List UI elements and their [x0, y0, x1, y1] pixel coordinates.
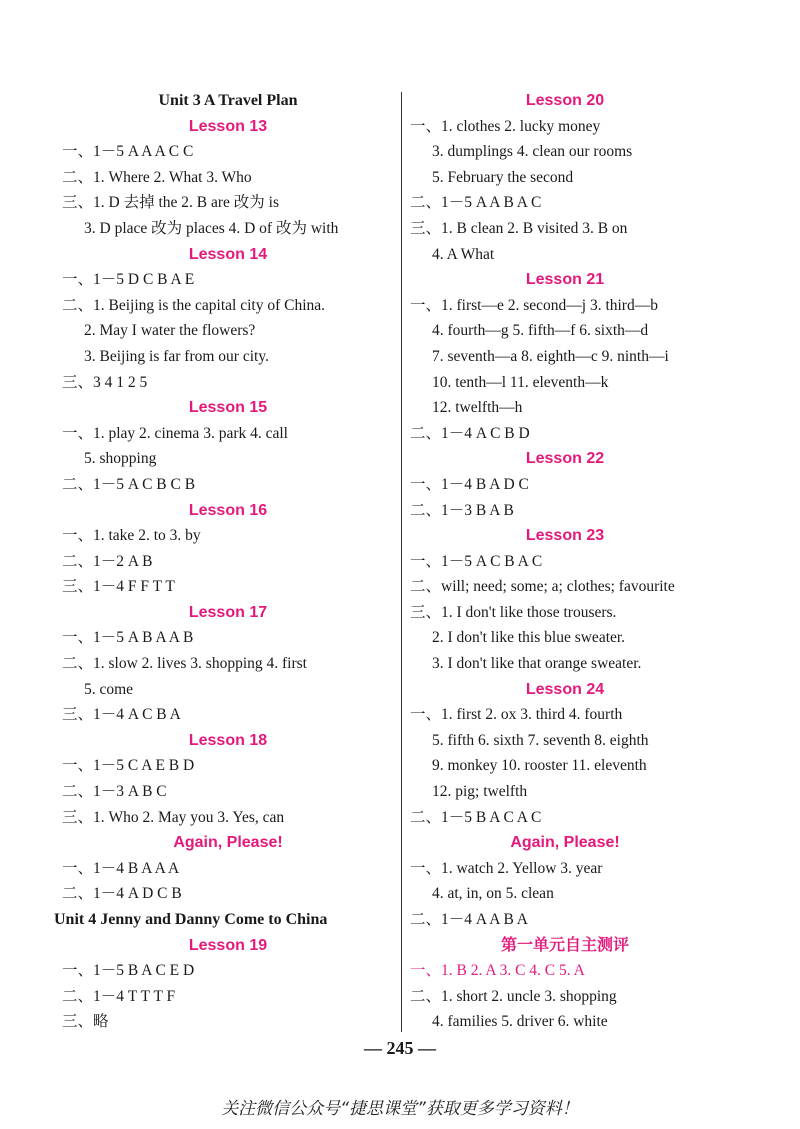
lesson-heading: Lesson 13 [188, 117, 268, 135]
answer-line: 一、1. B 2. A 3. C 4. C 5. A [410, 962, 585, 980]
lesson-heading: Lesson 23 [525, 527, 605, 545]
answer-line: 一、1. play 2. cinema 3. park 4. call [62, 424, 288, 442]
answer-line: 一、1－4 B A D C [410, 475, 529, 493]
lesson-heading: Lesson 18 [188, 731, 268, 749]
left-column [54, 88, 394, 1035]
answer-line: 一、1－5 A A A C C [62, 143, 194, 161]
answer-line: 二、1－3 B A B [410, 501, 514, 519]
answer-line: 二、1－2 A B [62, 552, 153, 570]
answer-line: 三、1. B clean 2. B visited 3. B on [410, 219, 628, 237]
page-number: — 245 — [364, 1038, 436, 1058]
answer-line: 一、1－5 A B A A B [62, 629, 194, 647]
answer-line: 三、略 [62, 1013, 109, 1031]
column-divider [401, 92, 402, 1032]
answer-line: 一、1. watch 2. Yellow 3. year [410, 859, 603, 877]
answer-line: 三、3 4 1 2 5 [62, 373, 148, 391]
answer-line: 7. seventh—a 8. eighth—c 9. ninth—i [432, 347, 669, 365]
answer-line: 三、1－4 F F T T [62, 578, 175, 596]
answer-line: 二、1. short 2. uncle 3. shopping [410, 987, 617, 1005]
answer-line: 三、1. Who 2. May you 3. Yes, can [62, 808, 285, 826]
answer-line: 二、will; need; some; a; clothes; favourite [410, 578, 675, 596]
lesson-heading: Lesson 17 [188, 603, 268, 621]
lesson-heading: Lesson 19 [188, 936, 268, 954]
answer-line: 4. families 5. driver 6. white [432, 1013, 608, 1031]
answer-line: 3. D place 改为 places 4. D of 改为 with [84, 219, 339, 237]
answer-line: 二、1－4 A D C B [62, 885, 182, 903]
answer-line: 12. pig; twelfth [432, 783, 528, 801]
answer-line: 5. come [84, 680, 134, 698]
answer-line: 三、1－4 A C B A [62, 706, 181, 724]
answer-line: 二、1. slow 2. lives 3. shopping 4. first [62, 655, 307, 673]
lesson-heading: Lesson 22 [525, 450, 605, 468]
answer-line: 3. I don't like that orange sweater. [432, 655, 642, 673]
answer-line: 5. February the second [432, 168, 574, 186]
answer-line: 二、1－3 A B C [62, 783, 167, 801]
answer-line: 一、1－5 C A E B D [62, 757, 195, 775]
answer-line: 3. dumplings 4. clean our rooms [432, 143, 633, 161]
unit-title: Unit 3 A Travel Plan [158, 92, 298, 109]
answer-line: 2. I don't like this blue sweater. [432, 629, 626, 647]
answer-line: 三、1. D 去掉 the 2. B are 改为 is [62, 194, 279, 212]
answer-line: 10. tenth—l 11. eleventh—k [432, 373, 609, 391]
lesson-heading: Again, Please! [510, 834, 620, 852]
answer-line: 一、1. take 2. to 3. by [62, 527, 201, 545]
answer-line: 4. fourth—g 5. fifth—f 6. sixth—d [432, 322, 649, 340]
answer-line: 一、1－5 B A C E D [62, 962, 195, 980]
lesson-heading: Lesson 20 [525, 92, 605, 109]
answer-line: 二、1. Where 2. What 3. Who [62, 168, 252, 186]
answer-line: 2. May I water the flowers? [84, 322, 256, 340]
answer-line: 3. Beijing is far from our city. [84, 347, 269, 365]
answer-line: 一、1－4 B A A A [62, 859, 180, 877]
answer-line: 12. twelfth—h [432, 399, 523, 417]
answer-line: 一、1. clothes 2. lucky money [410, 117, 601, 135]
answer-line: 二、1－4 A A B A [410, 911, 528, 928]
answer-line: 一、1. first 2. ox 3. third 4. fourth [410, 706, 623, 724]
answer-line: 二、1－5 A A B A C [410, 194, 542, 212]
lesson-heading: Again, Please! [173, 834, 283, 852]
answer-line: 二、1－4 A C B D [410, 424, 530, 442]
answer-line: 二、1. Beijing is the capital city of China. [62, 296, 326, 314]
answer-line: 5. fifth 6. sixth 7. seventh 8. eighth [432, 731, 649, 749]
answer-line: 二、1－5 B A C A C [410, 808, 542, 826]
lesson-heading: Lesson 21 [525, 271, 605, 289]
answer-line: 一、1－5 A C B A C [410, 552, 543, 570]
right-column [410, 88, 720, 1035]
unit-title: Unit 4 Jenny and Danny Come to China [54, 911, 328, 928]
answer-line: 二、1－4 T T T F [62, 987, 176, 1005]
answer-line: 4. at, in, on 5. clean [432, 885, 554, 903]
lesson-heading: Lesson 14 [188, 245, 268, 263]
answer-line: 4. A What [432, 245, 495, 263]
answer-line: 一、1. first—e 2. second—j 3. third—b [410, 296, 658, 314]
lesson-heading: 第一单元自主测评 [500, 936, 629, 954]
answer-line: 二、1－5 A C B C B [62, 475, 196, 493]
answer-line: 一、1－5 D C B A E [62, 271, 195, 289]
footer-note: 关注微信公众号“捷思课堂”获取更多学习资料！ [221, 1099, 579, 1119]
answer-line: 三、1. I don't like those trousers. [410, 603, 617, 621]
lesson-heading: Lesson 24 [525, 680, 605, 698]
lesson-heading: Lesson 16 [188, 501, 268, 519]
lesson-heading: Lesson 15 [188, 399, 268, 417]
answer-line: 5. shopping [84, 450, 157, 468]
answer-line: 9. monkey 10. rooster 11. eleventh [432, 757, 647, 775]
